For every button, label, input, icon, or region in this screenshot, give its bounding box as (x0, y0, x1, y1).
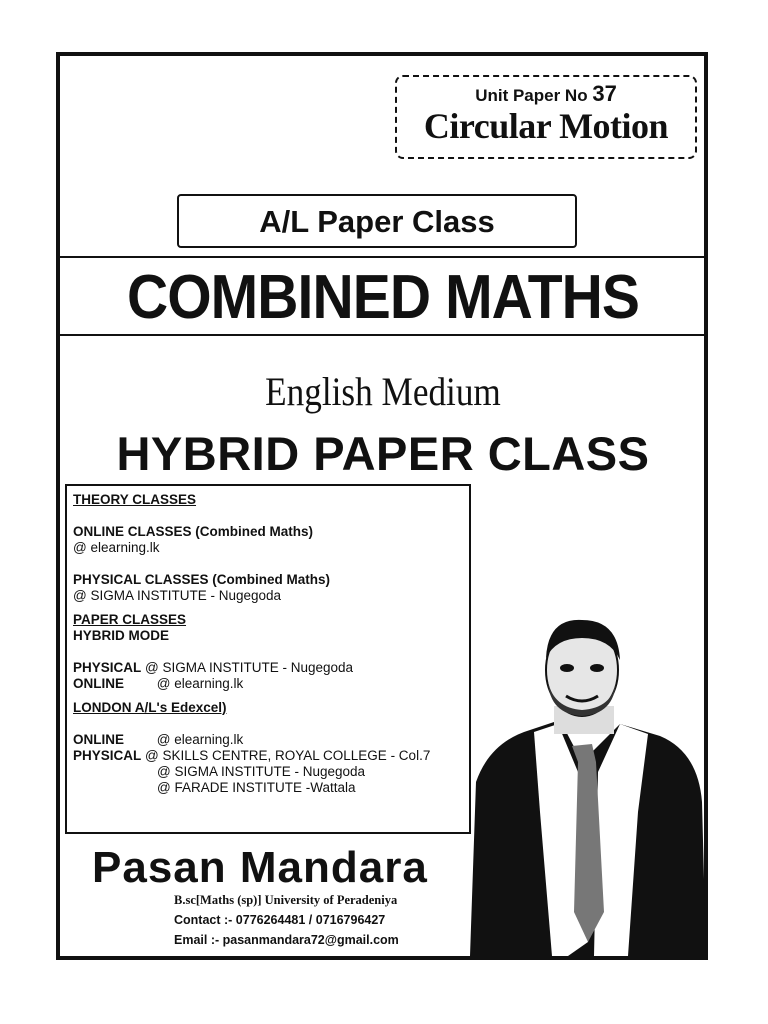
theory-heading: THEORY CLASSES (73, 492, 197, 507)
unit-title: Circular Motion (423, 106, 669, 146)
class-label-box: A/L Paper Class (177, 194, 577, 248)
online-location: @ elearning.lk (73, 540, 160, 555)
paper-heading: PAPER CLASSES (73, 612, 187, 627)
unit-paper-number: 37 (592, 81, 617, 106)
london-heading: LONDON A/L's Edexcel) (73, 700, 227, 715)
physical-location: @ SIGMA INSTITUTE - Nugegoda (73, 588, 282, 603)
paper-online-location: @ elearning.lk (156, 676, 244, 691)
subject-title: COMBINED MATHS (126, 263, 640, 332)
physical-heading: PHYSICAL CLASSES (Combined Maths) (73, 572, 331, 587)
london-physical-row (73, 748, 469, 764)
paper-physical-row (73, 660, 469, 676)
london-online-row (73, 732, 469, 748)
unit-paper-line (397, 81, 695, 107)
paper-physical-location: @ SIGMA INSTITUTE - Nugegoda (145, 660, 354, 675)
paper-physical-label: PHYSICAL (73, 660, 142, 675)
teacher-name: Pasan Mandara (92, 843, 428, 892)
divider-bottom (60, 334, 706, 336)
unit-paper-label: Unit Paper No (475, 86, 588, 105)
teacher-photo (470, 612, 706, 956)
unit-paper-box (395, 75, 697, 159)
london-physical-location-2: @ SIGMA INSTITUTE - Nugegoda (157, 764, 366, 779)
paper-online-label: ONLINE (73, 676, 125, 691)
london-online-label: ONLINE (73, 732, 125, 747)
class-type-title: HYBRID PAPER CLASS (116, 427, 650, 480)
medium-label: English Medium (265, 369, 501, 414)
teacher-email: Email :- pasanmandara72@gmail.com (174, 933, 399, 947)
london-physical-label: PHYSICAL (73, 748, 142, 763)
hybrid-mode-label: HYBRID MODE (73, 628, 170, 643)
paper-online-row (73, 676, 469, 692)
london-physical-location-1: @ SKILLS CENTRE, ROYAL COLLEGE - Col.7 (145, 748, 431, 763)
london-physical-location-3: @ FARADE INSTITUTE -Wattala (157, 780, 356, 795)
teacher-contact: Contact :- 0776264481 / 0716796427 (174, 913, 386, 927)
class-info-box (65, 484, 471, 834)
online-heading: ONLINE CLASSES (Combined Maths) (73, 524, 314, 539)
teacher-degree: B.sc[Maths (sp)] University of Peradeniya (174, 893, 398, 907)
london-online-location: @ elearning.lk (156, 732, 244, 747)
